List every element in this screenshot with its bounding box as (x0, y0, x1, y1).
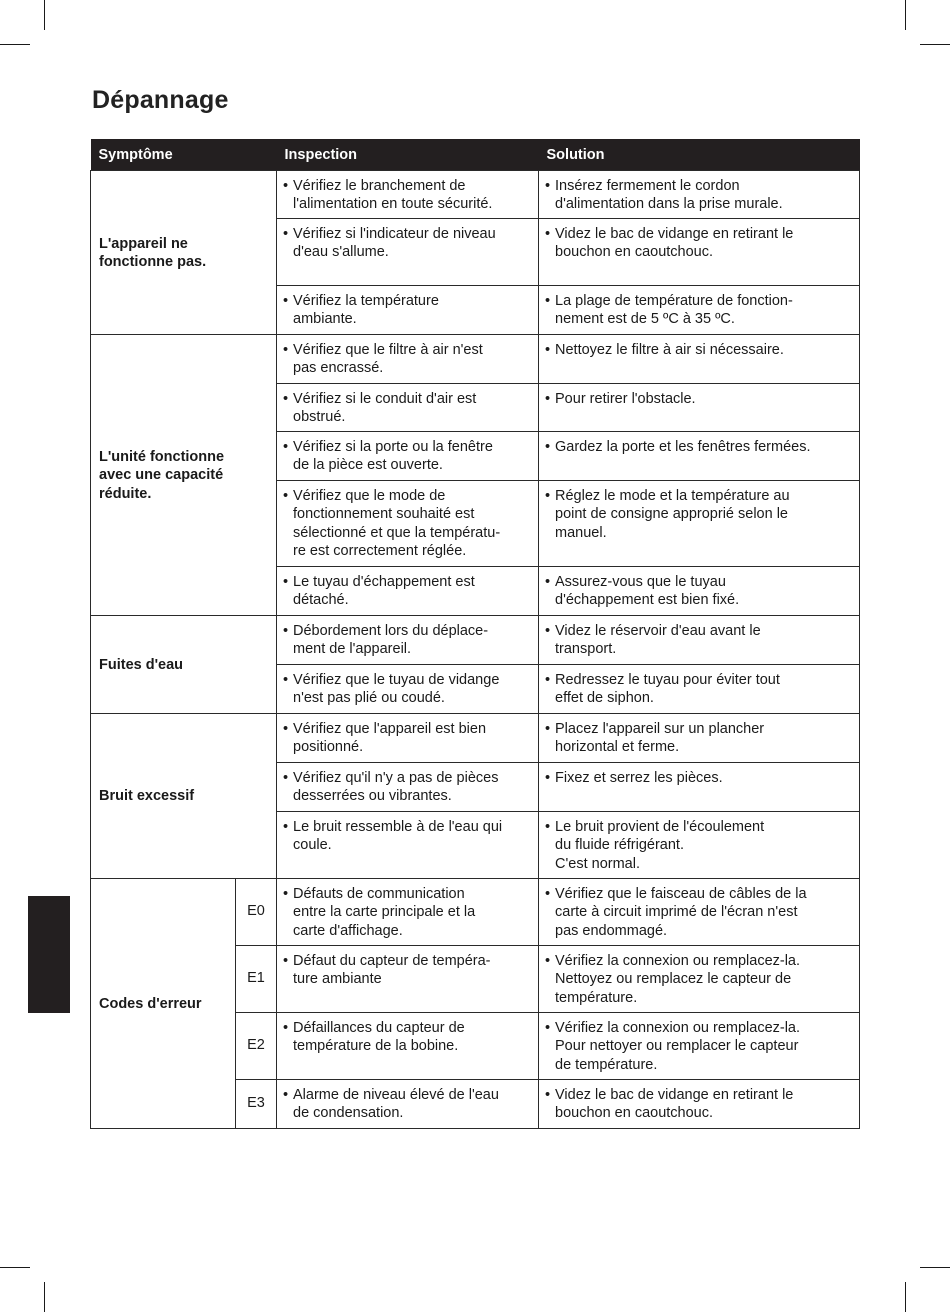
inspection-cell (277, 664, 539, 713)
bullet-glyph: • (283, 885, 289, 902)
solution-cell-text: Vérifiez la connexion ou remplacez-la. Pour nettoyer ou remplacer le capteur de température. (555, 1019, 801, 1073)
bullet-glyph: • (545, 885, 551, 902)
inspection-cell (277, 334, 539, 383)
inspection-cell-text: Défaut du capteur de tempéra- ture ambiante (293, 952, 491, 987)
solution-cell (539, 218, 860, 285)
bullet-glyph: • (283, 390, 289, 407)
table-header-row (91, 139, 860, 170)
header-solution: Solution (539, 139, 860, 170)
bullet-glyph: • (283, 177, 289, 194)
page-title: Dépannage (92, 86, 229, 114)
crop-mark-bottom-left-v (44, 1282, 45, 1312)
inspection-cell-text: Défaillances du capteur de température de la bobine. (293, 1019, 465, 1054)
bullet-glyph: • (283, 292, 289, 309)
solution-cell (539, 615, 860, 664)
solution-cell (539, 878, 860, 945)
solution-cell (539, 664, 860, 713)
solution-cell-text: Réglez le mode et la température au point de consigne approprié selon le manuel. (555, 487, 790, 541)
solution-cell-text: Videz le bac de vidange en retirant le bouchon en caoutchouc. (555, 225, 794, 260)
solution-cell-text: Placez l'appareil sur un plancher horizontal et ferme. (555, 720, 765, 755)
crop-mark-bottom-right-v (905, 1282, 906, 1312)
inspection-cell-text: Vérifiez le branchement de l'alimentation en toute sécurité. (293, 177, 493, 212)
solution-cell (539, 762, 860, 811)
solution-cell (539, 170, 860, 218)
inspection-cell-text: Vérifiez si l'indicateur de niveau d'eau s'allume. (293, 225, 496, 260)
inspection-cell-text: Vérifiez qu'il n'y a pas de pièces desserrées ou vibrantes. (293, 769, 499, 804)
solution-cell-text: Pour retirer l'obstacle. (555, 390, 696, 407)
inspection-cell (277, 170, 539, 218)
solution-cell-text: Vérifiez que le faisceau de câbles de la carte à circuit imprimé de l'écran n'est pas endommagé. (555, 885, 807, 939)
solution-cell (539, 713, 860, 762)
solution-cell (539, 945, 860, 1012)
bullet-glyph: • (545, 292, 551, 309)
table-row (91, 713, 860, 762)
bullet-glyph: • (283, 952, 289, 969)
bullet-glyph: • (283, 573, 289, 590)
bullet-glyph: • (283, 769, 289, 786)
bullet-glyph: • (283, 1086, 289, 1103)
solution-cell-text: Vérifiez la connexion ou remplacez-la. Nettoyez ou remplacez le capteur de température. (555, 952, 801, 1006)
bullet-glyph: • (545, 622, 551, 639)
solution-cell (539, 285, 860, 334)
solution-cell-text: Redressez le tuyau pour éviter tout effet de siphon. (555, 671, 780, 706)
inspection-cell (277, 218, 539, 285)
solution-cell-text: Videz le réservoir d'eau avant le transport. (555, 622, 761, 657)
bullet-glyph: • (545, 573, 551, 590)
table-row (91, 170, 860, 218)
section-side-tab (28, 896, 70, 1013)
solution-cell-text: Videz le bac de vidange en retirant le bouchon en caoutchouc. (555, 1086, 794, 1121)
inspection-cell-text: Le bruit ressemble à de l'eau qui coule. (293, 818, 503, 853)
inspection-cell-text: Vérifiez si la porte ou la fenêtre de la pièce est ouverte. (293, 438, 493, 473)
solution-cell-text: Le bruit provient de l'écoulement du fluide réfrigérant. C'est normal. (555, 818, 765, 872)
inspection-cell-text: Vérifiez que le filtre à air n'est pas encrassé. (293, 341, 483, 376)
symptom-cell: L'appareil ne fonctionne pas. (91, 170, 277, 334)
crop-mark-bottom-left-h (0, 1267, 30, 1268)
inspection-cell-text: Vérifiez que l'appareil est bien positionné. (293, 720, 487, 755)
bullet-glyph: • (545, 225, 551, 242)
solution-cell-text: La plage de température de fonction- nement est de 5 ºC à 35 ºC. (555, 292, 793, 327)
inspection-cell (277, 811, 539, 878)
header-inspection: Inspection (277, 139, 539, 170)
crop-mark-top-left-v (44, 0, 45, 30)
bullet-glyph: • (545, 438, 551, 455)
table-body (91, 170, 860, 1128)
symptom-cell: Codes d'erreur (91, 878, 236, 1128)
solution-cell (539, 1079, 860, 1128)
inspection-cell (277, 762, 539, 811)
inspection-cell-text: Vérifiez que le mode de fonctionnement souhaité est sélectionné et que la températu- re est correctement réglée. (293, 487, 501, 559)
bullet-glyph: • (283, 818, 289, 835)
inspection-cell (277, 285, 539, 334)
solution-cell (539, 1012, 860, 1079)
inspection-cell (277, 480, 539, 566)
bullet-glyph: • (283, 622, 289, 639)
crop-mark-top-right-h (920, 44, 950, 45)
bullet-glyph: • (283, 1019, 289, 1036)
inspection-cell (277, 383, 539, 431)
solution-cell (539, 431, 860, 480)
bullet-glyph: • (545, 720, 551, 737)
solution-cell-text: Gardez la porte et les fenêtres fermées. (555, 438, 811, 455)
bullet-glyph: • (545, 1086, 551, 1103)
bullet-glyph: • (283, 720, 289, 737)
inspection-cell-text: Vérifiez que le tuyau de vidange n'est pas plié ou coudé. (293, 671, 500, 706)
bullet-glyph: • (545, 390, 551, 407)
bullet-glyph: • (283, 225, 289, 242)
solution-cell (539, 480, 860, 566)
inspection-cell (277, 566, 539, 615)
inspection-cell (277, 615, 539, 664)
bullet-glyph: • (545, 818, 551, 835)
bullet-glyph: • (545, 341, 551, 358)
error-code-cell: E1 (236, 945, 277, 1012)
crop-mark-top-right-v (905, 0, 906, 30)
troubleshooting-table (90, 139, 860, 1129)
error-code-cell: E0 (236, 878, 277, 945)
bullet-glyph: • (545, 177, 551, 194)
bullet-glyph: • (545, 487, 551, 504)
bullet-glyph: • (283, 341, 289, 358)
inspection-cell (277, 1012, 539, 1079)
inspection-cell-text: Vérifiez si le conduit d'air est obstrué. (293, 390, 477, 425)
solution-cell-text: Fixez et serrez les pièces. (555, 769, 723, 786)
inspection-cell (277, 431, 539, 480)
bullet-glyph: • (545, 769, 551, 786)
header-symptom: Symptôme (91, 139, 277, 170)
bullet-glyph: • (545, 952, 551, 969)
crop-mark-bottom-right-h (920, 1267, 950, 1268)
inspection-cell-text: Vérifiez la température ambiante. (293, 292, 439, 327)
crop-mark-top-left-h (0, 44, 30, 45)
bullet-glyph: • (283, 487, 289, 504)
inspection-cell (277, 713, 539, 762)
symptom-cell: Bruit excessif (91, 713, 277, 878)
solution-cell (539, 383, 860, 431)
inspection-cell (277, 1079, 539, 1128)
inspection-cell-text: Défauts de communication entre la carte principale et la carte d'affichage. (293, 885, 476, 939)
solution-cell (539, 811, 860, 878)
solution-cell-text: Assurez-vous que le tuyau d'échappement est bien fixé. (555, 573, 740, 608)
inspection-cell-text: Débordement lors du déplace- ment de l'appareil. (293, 622, 489, 657)
inspection-cell-text: Alarme de niveau élevé de l'eau de condensation. (293, 1086, 499, 1121)
bullet-glyph: • (545, 671, 551, 688)
solution-cell-text: Nettoyez le filtre à air si nécessaire. (555, 341, 784, 358)
bullet-glyph: • (283, 671, 289, 688)
error-code-cell: E3 (236, 1079, 277, 1128)
symptom-cell: L'unité fonctionne avec une capacité réduite. (91, 334, 277, 615)
error-code-cell: E2 (236, 1012, 277, 1079)
bullet-glyph: • (283, 438, 289, 455)
table-row (91, 878, 860, 945)
solution-cell-text: Insérez fermement le cordon d'alimentation dans la prise murale. (555, 177, 783, 212)
inspection-cell (277, 878, 539, 945)
inspection-cell (277, 945, 539, 1012)
table-row (91, 334, 860, 383)
inspection-cell-text: Le tuyau d'échappement est détaché. (293, 573, 475, 608)
solution-cell (539, 334, 860, 383)
solution-cell (539, 566, 860, 615)
symptom-cell: Fuites d'eau (91, 615, 277, 713)
table-row (91, 615, 860, 664)
bullet-glyph: • (545, 1019, 551, 1036)
